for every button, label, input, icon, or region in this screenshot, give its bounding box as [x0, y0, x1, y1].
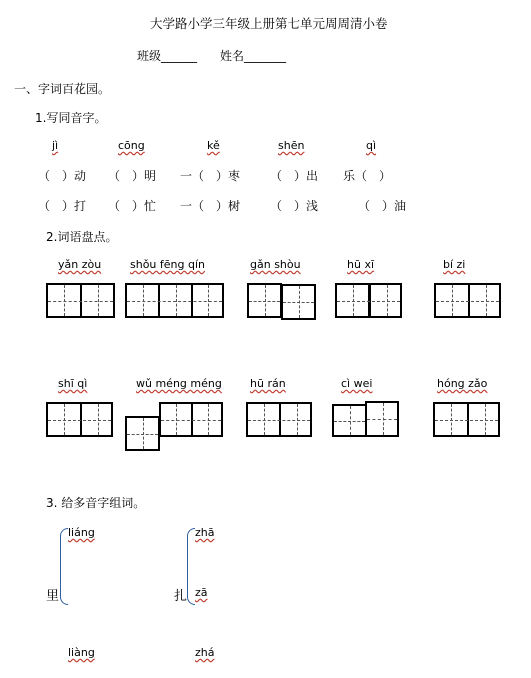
fill-blank: （ ）忙: [108, 199, 157, 213]
pinyin-label: hóng zǎo: [437, 377, 488, 390]
pinyin-label: zhā: [195, 526, 215, 539]
tianzige-grid[interactable]: [125, 283, 224, 318]
polyphone-char: 里: [46, 589, 60, 604]
pinyin-label: hū rán: [250, 377, 286, 390]
fill-blank: （ ）动: [38, 169, 87, 183]
pinyin-label: jì: [52, 139, 59, 152]
tianzige-grid[interactable]: [335, 283, 402, 318]
tianzige-grid[interactable]: [332, 404, 367, 437]
tianzige-grid[interactable]: [281, 284, 316, 320]
question-1-heading: 1.写同音字。: [35, 111, 107, 125]
page-title: 大学路小学三年级上册第七单元周周清小卷: [150, 16, 388, 31]
fill-blank: （ ）出: [270, 169, 319, 183]
pinyin-label: qì: [366, 139, 377, 152]
fill-blank: （ ）打: [38, 199, 87, 213]
class-field: 班级______: [137, 49, 198, 63]
tianzige-grid[interactable]: [125, 416, 160, 451]
fill-blank: （ ）明: [108, 169, 157, 183]
tianzige-grid[interactable]: [46, 402, 113, 437]
pinyin-label: cì wei: [341, 377, 373, 390]
pinyin-label: bí zi: [443, 258, 466, 271]
question-3-heading: 3. 给多音字组词。: [46, 496, 146, 510]
pinyin-label: yǎn zòu: [58, 258, 102, 271]
pinyin-label: wǔ méng méng: [136, 377, 222, 390]
fill-blank: 乐（ ）: [343, 169, 392, 183]
pinyin-label: gǎn shòu: [250, 258, 301, 271]
section-heading: 一、字词百花园。: [14, 82, 111, 96]
fill-blank: （ ）浅: [270, 199, 319, 213]
tianzige-grid[interactable]: [434, 283, 501, 318]
tianzige-grid[interactable]: [433, 402, 500, 437]
pinyin-label: zhá: [195, 646, 215, 659]
pinyin-label: liàng: [68, 646, 95, 659]
tianzige-grid[interactable]: [46, 283, 115, 318]
brace-icon: [187, 528, 195, 605]
tianzige-grid[interactable]: [247, 283, 282, 318]
tianzige-grid[interactable]: [246, 402, 312, 437]
fill-blank: （ ）油: [358, 199, 407, 213]
pinyin-label: shī qì: [58, 377, 88, 390]
tianzige-grid[interactable]: [159, 402, 223, 437]
polyphone-char: 扎: [174, 589, 188, 604]
fill-blank: 一（ ）枣: [180, 169, 241, 183]
tianzige-grid[interactable]: [365, 401, 399, 437]
pinyin-label: hū xī: [347, 258, 375, 271]
brace-icon: [60, 528, 68, 605]
name-field: 姓名_______: [220, 49, 287, 63]
question-2-heading: 2.词语盘点。: [46, 230, 118, 244]
pinyin-label: liáng: [68, 526, 95, 539]
pinyin-label: shǒu fēng qín: [130, 258, 206, 271]
pinyin-label: zā: [195, 586, 208, 599]
fill-blank: 一（ ）树: [180, 199, 241, 213]
pinyin-label: cōng: [118, 139, 145, 152]
pinyin-label: shēn: [278, 139, 305, 152]
pinyin-label: kě: [207, 139, 220, 152]
